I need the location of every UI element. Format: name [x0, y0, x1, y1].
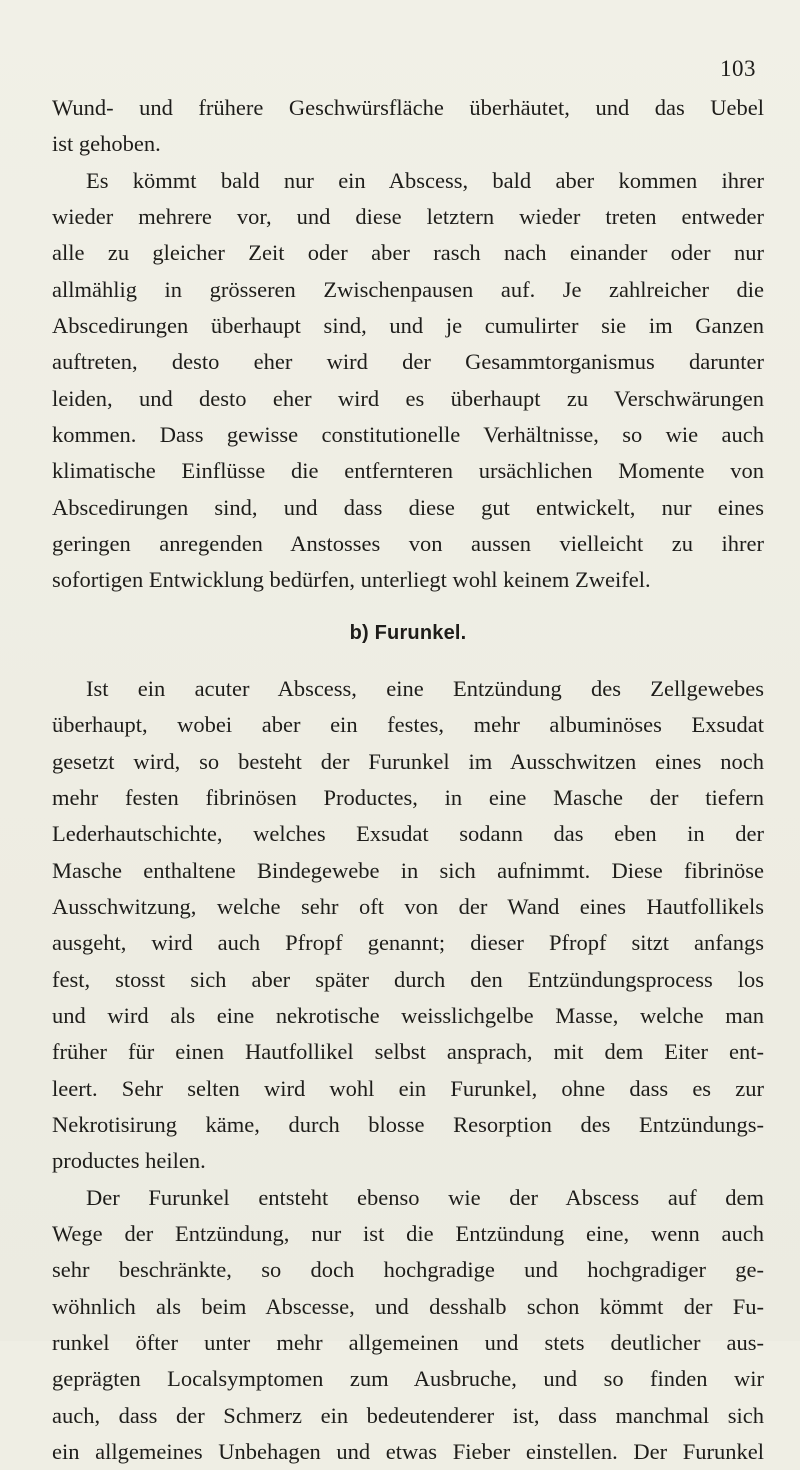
text-line: Masche enthaltene Bindegewebe in sich aufnimmt. Diese fibrinöse — [52, 857, 764, 883]
text-line: kommen. Dass gewisse constitutionelle Verhältnisse, so wie auch — [52, 422, 764, 448]
text-line: ausgeht, wird auch Pfropf genannt; dieser Pfropf sitzt anfangs — [52, 930, 764, 956]
text-line: Lederhautschichte, welches Exsudat sodann das eben in der — [52, 821, 764, 847]
text-line: sehr beschränkte, so doch hochgradige und hochgradiger ge- — [52, 1257, 764, 1283]
text-line: productes heilen. — [52, 1148, 206, 1174]
text-line: alle zu gleicher Zeit oder aber rasch nach einander oder nur — [52, 240, 764, 266]
text-line: wieder mehrere vor, und diese letztern wieder treten entweder — [52, 204, 764, 230]
text-line: geringen anregenden Anstosses von aussen vielleicht zu ihrer — [52, 531, 764, 557]
section-heading: b) Furunkel. — [349, 621, 467, 644]
page-number: 103 — [720, 56, 756, 81]
text-line: Abscedirungen sind, und dass diese gut entwickelt, nur eines — [52, 494, 764, 520]
text-line: überhaupt, wobei aber ein festes, mehr albuminöses Exsudat — [52, 712, 764, 738]
text-line: leiden, und desto eher wird es überhaupt zu Verschwärungen — [52, 385, 764, 411]
text-line: Ausschwitzung, welche sehr oft von der Wand eines Hautfollikels — [52, 893, 764, 919]
text-line: mehr festen fibrinösen Productes, in eine Masche der tiefern — [52, 784, 764, 810]
text-line: Wund- und frühere Geschwürsfläche überhäutet, und das Uebel — [52, 95, 764, 120]
text-line: Ist ein acuter Abscess, eine Entzündung des Zellgewebes — [86, 675, 764, 701]
text-line: wöhnlich als beim Abscesse, und desshalb schon kömmt der Fu- — [52, 1293, 764, 1319]
text-line: früher für einen Hautfollikel selbst ansprach, mit dem Eiter ent- — [52, 1039, 764, 1065]
text-line: auftreten, desto eher wird der Gesammtorganismus darunter — [52, 349, 764, 375]
text-line: gesetzt wird, so besteht der Furunkel im Ausschwitzen eines noch — [52, 748, 764, 774]
text-line: Nekrotisirung käme, durch blosse Resorption des Entzündungs- — [52, 1111, 764, 1137]
text-line: auch, dass der Schmerz ein bedeutenderer ist, dass manchmal sich — [52, 1402, 764, 1428]
text-line: allmählig in grösseren Zwischenpausen auf. Je zahlreicher die — [52, 276, 764, 302]
text-line: runkel öfter unter mehr allgemeinen und stets deutlicher aus- — [52, 1330, 764, 1355]
text-line: ist gehoben. — [52, 131, 161, 157]
text-line: Es kömmt bald nur ein Abscess, bald aber kommen ihrer — [86, 167, 764, 193]
text-line: Wege der Entzündung, nur ist die Entzündung eine, wenn auch — [52, 1220, 764, 1246]
text-line: und wird als eine nekrotische weisslichgelbe Masse, welche man — [52, 1002, 764, 1028]
text-line: Abscedirungen überhaupt sind, und je cumulirter sie im Ganzen — [52, 313, 764, 339]
text-line: leert. Sehr selten wird wohl ein Furunkel, ohne dass es zur — [52, 1075, 764, 1101]
page-text — [52, 90, 764, 1470]
text-line: Der Furunkel entsteht ebenso wie der Abscess auf dem — [86, 1184, 764, 1210]
text-line: ein allgemeines Unbehagen und etwas Fieber einstellen. Der Furunkel — [52, 1439, 764, 1465]
text-line: klimatische Einflüsse die entfernteren ursächlichen Momente von — [52, 458, 764, 484]
text-line: fest, stosst sich aber später durch den Entzündungsprocess los — [52, 966, 764, 992]
text-line: geprägten Localsymptomen zum Ausbruche, und so finden wir — [52, 1366, 764, 1392]
text-line: sofortigen Entwicklung bedürfen, unterliegt wohl keinem Zweifel. — [52, 567, 651, 593]
